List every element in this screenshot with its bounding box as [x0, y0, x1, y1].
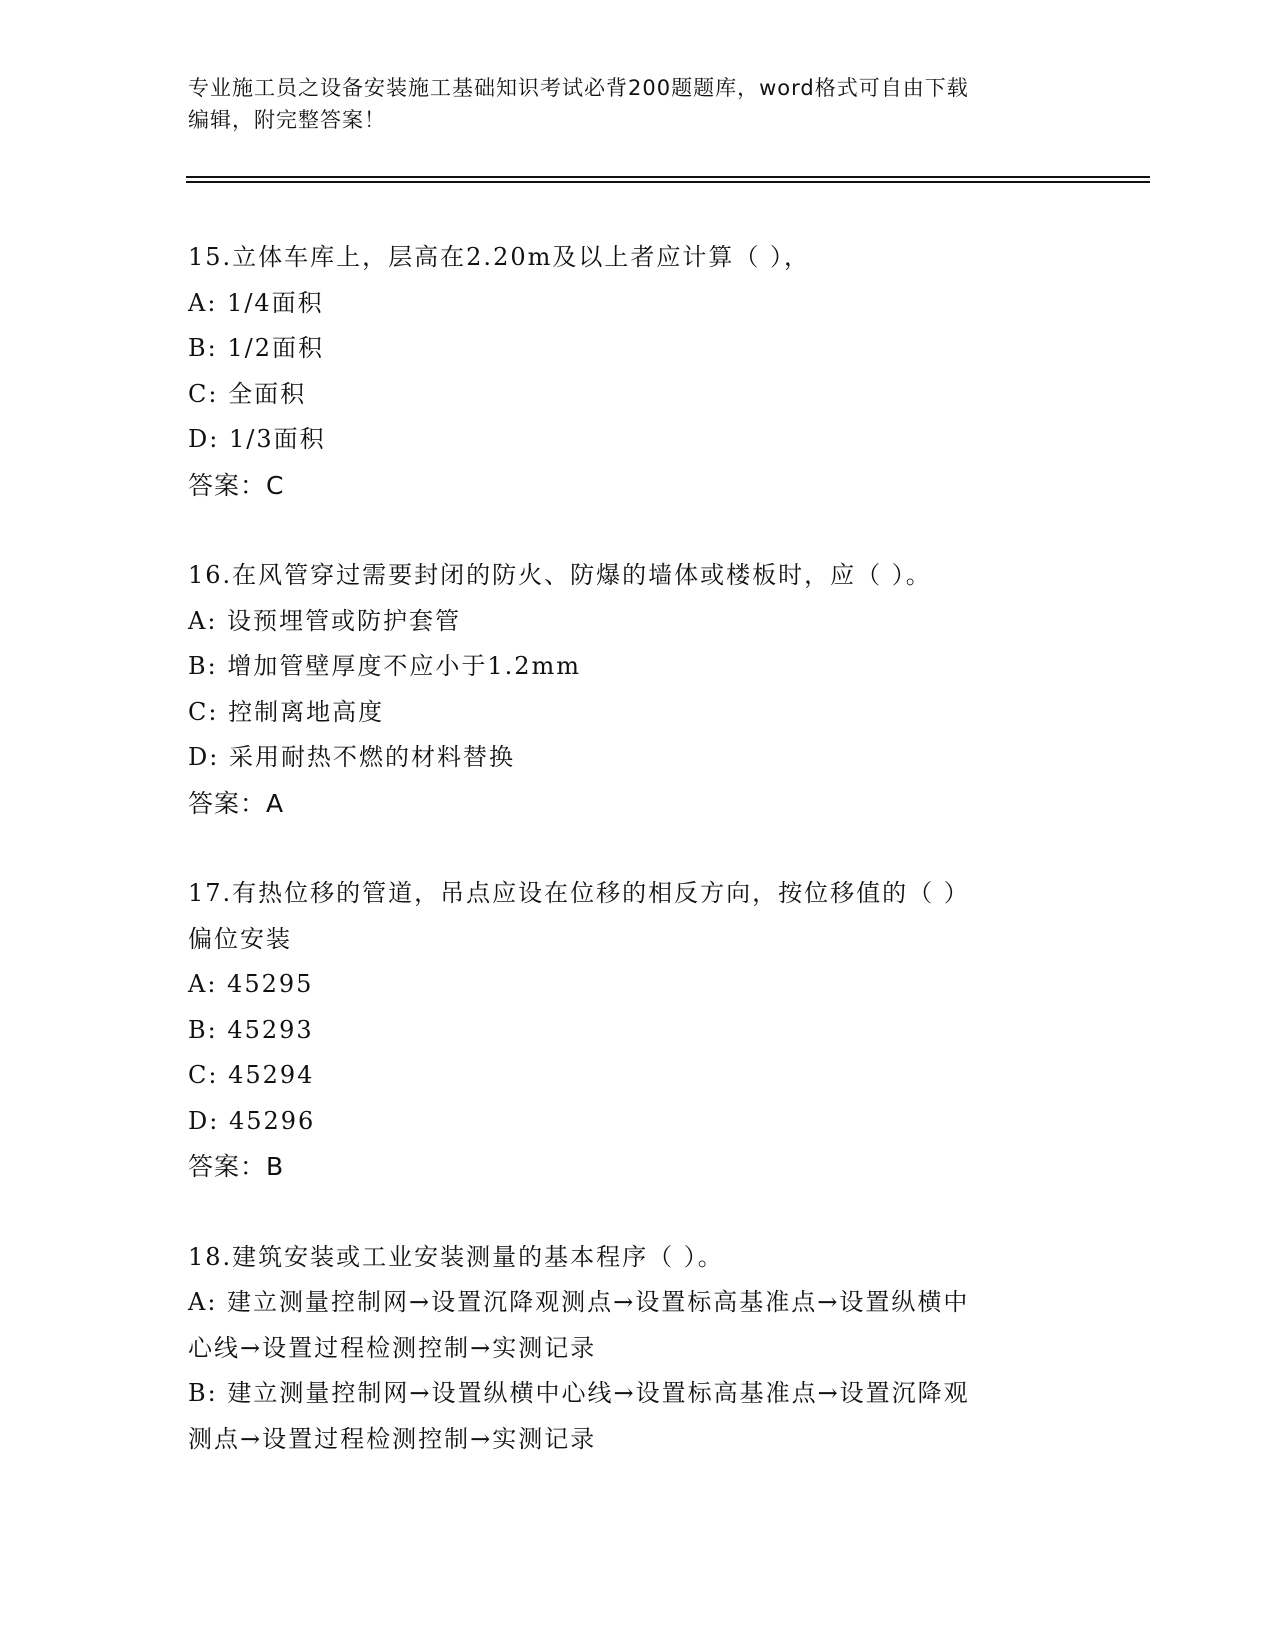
question-15: [188, 235, 1078, 508]
question-stem-continued: 偏位安装: [188, 924, 292, 953]
option-a: A: 建立测量控制网→设置沉降观测点→设置标高基准点→设置纵横中: [188, 1288, 970, 1316]
option-c: C: 全面积: [188, 379, 307, 408]
header-divider-bottom: [186, 181, 1150, 183]
option-b: B: 建立测量控制网→设置纵横中心线→设置标高基准点→设置沉降观: [188, 1379, 970, 1407]
option-b-continued: 测点→设置过程检测控制→实测记录: [188, 1424, 597, 1453]
question-18: [188, 1235, 1078, 1463]
option-a: A: 1/4面积: [188, 288, 324, 317]
option-d: D: 采用耐热不燃的材料替换: [188, 743, 515, 771]
header-divider-top: [186, 176, 1150, 178]
question-stem: 16.在风管穿过需要封闭的防火、防爆的墙体或楼板时，应（ ）。: [188, 561, 932, 589]
option-a-continued: 心线→设置过程检测控制→实测记录: [188, 1333, 597, 1362]
question-17: [188, 871, 1078, 1190]
question-stem: 17.有热位移的管道，吊点应设在位移的相反方向，按位移值的（ ）: [188, 879, 970, 907]
option-d: D: 45296: [188, 1106, 316, 1135]
question-list: [188, 235, 1078, 1507]
option-a: A: 设预埋管或防护套管: [188, 606, 462, 635]
option-a: A: 45295: [188, 970, 314, 998]
option-b: B: 45293: [188, 1015, 314, 1044]
option-b: B: 1/2面积: [188, 334, 324, 362]
header-title-line-1: 专业施工员之设备安装施工基础知识考试必背200题题库，word格式可自由下载: [188, 76, 969, 100]
option-b: B: 增加管壁厚度不应小于1.2mm: [188, 652, 582, 680]
question-stem: 15.立体车库上，层高在2.20m及以上者应计算（ ），: [188, 243, 810, 271]
header-title-line-2: 编辑，附完整答案！: [188, 108, 386, 132]
question-stem: 18.建筑安装或工业安装测量的基本程序（ ）。: [188, 1242, 724, 1271]
option-c: C: 控制离地高度: [188, 697, 385, 726]
answer-line: 答案：B: [188, 1152, 285, 1181]
answer-line: 答案：A: [188, 788, 285, 818]
document-header: [188, 72, 1068, 136]
option-c: C: 45294: [188, 1061, 315, 1089]
answer-line: 答案：C: [188, 470, 285, 500]
option-d: D: 1/3面积: [188, 425, 326, 453]
question-16: [188, 553, 1078, 826]
